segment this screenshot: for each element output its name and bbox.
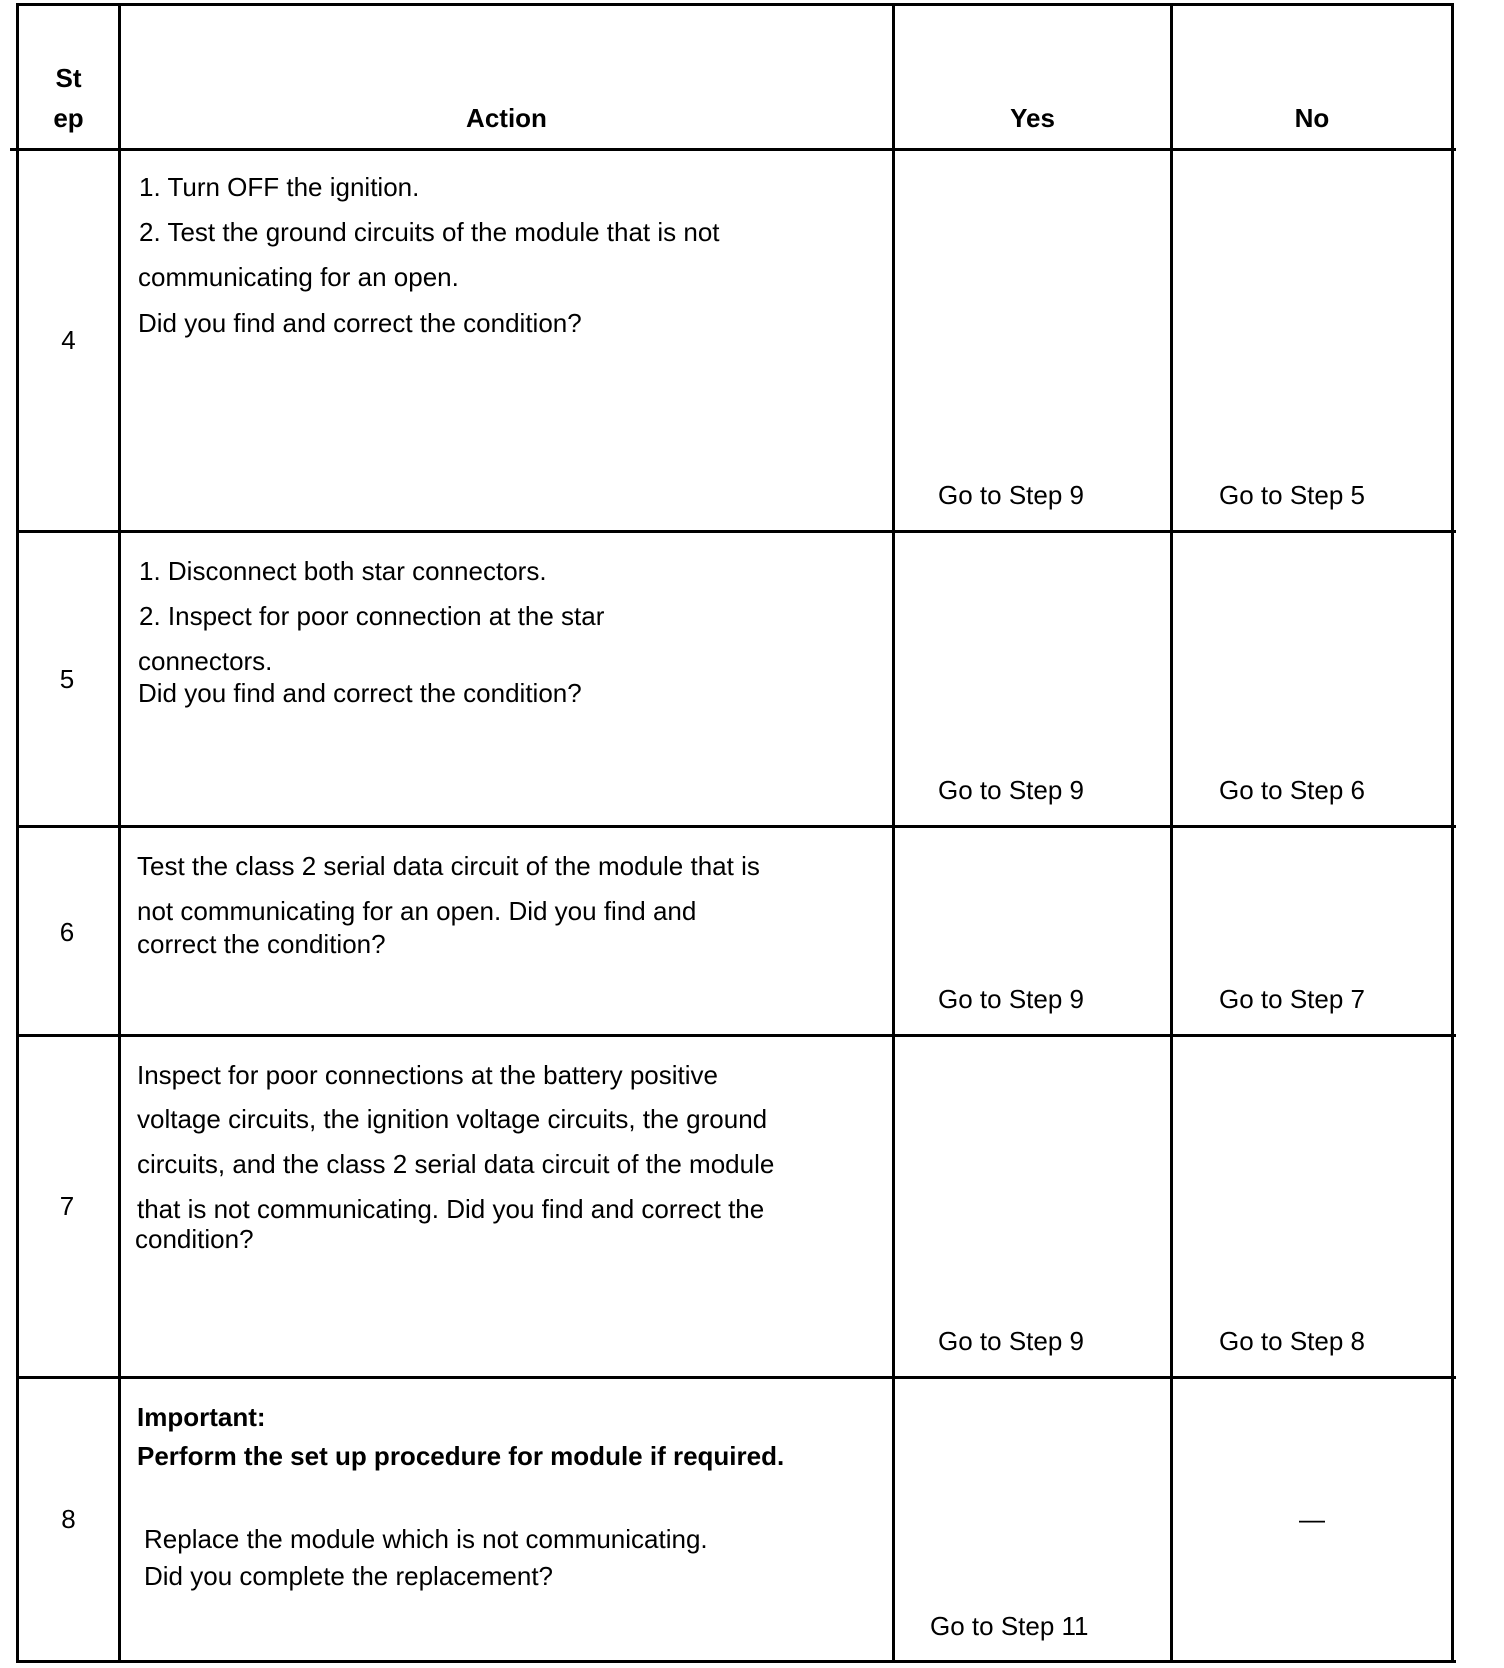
header-action: Action	[466, 103, 547, 133]
action-line: not communicating for an open. Did you find and	[137, 896, 697, 926]
yes-cell: Go to Step 11	[930, 1611, 1089, 1641]
step-number: 6	[59, 917, 75, 947]
action-line: 2. Inspect for poor connection at the star	[139, 601, 605, 631]
action-line: Replace the module which is not communicating.	[144, 1524, 708, 1554]
action-line: circuits, and the class 2 serial data circuit of the module	[137, 1149, 775, 1179]
yes-cell: Go to Step 9	[938, 1326, 1084, 1356]
step-number: 4	[61, 325, 76, 355]
action-line: voltage circuits, the ignition voltage circuits, the ground	[137, 1104, 768, 1134]
row-divider	[16, 1034, 1456, 1037]
header-divider	[10, 148, 1456, 151]
table-border-right	[1451, 3, 1454, 1663]
step-number: 5	[59, 664, 75, 694]
yes-cell: Go to Step 9	[938, 775, 1084, 805]
action-line: correct the condition?	[137, 929, 386, 959]
step-number: 8	[61, 1504, 76, 1534]
action-line: 1. Turn OFF the ignition.	[139, 172, 420, 202]
table-border-top	[16, 3, 1454, 6]
action-line: that is not communicating. Did you find and correct the	[137, 1194, 765, 1224]
row-divider	[16, 530, 1456, 533]
action-line: Test the class 2 serial data circuit of the module that is	[137, 851, 760, 881]
column-divider	[118, 3, 121, 1663]
row-divider	[16, 1376, 1456, 1379]
step-number: 7	[59, 1191, 75, 1221]
no-cell: —	[1299, 1504, 1325, 1534]
action-line: 2. Test the ground circuits of the module that is not	[139, 217, 720, 247]
important-text: Perform the set up procedure for module if required.	[137, 1441, 785, 1471]
action-line: Inspect for poor connections at the battery positive	[137, 1060, 719, 1090]
action-line: 1. Disconnect both star connectors.	[139, 556, 547, 586]
header-yes: Yes	[1010, 103, 1055, 133]
action-line: Did you find and correct the condition?	[138, 308, 582, 338]
action-line: condition?	[135, 1224, 254, 1254]
action-line: Did you complete the replacement?	[144, 1561, 554, 1591]
important-label: Important:	[137, 1402, 266, 1432]
no-cell: Go to Step 8	[1219, 1326, 1365, 1356]
table-border-left	[16, 3, 19, 1663]
yes-cell: Go to Step 9	[938, 984, 1084, 1014]
no-cell: Go to Step 7	[1219, 984, 1365, 1014]
header-step: St ep	[53, 63, 84, 133]
no-cell: Go to Step 5	[1219, 480, 1365, 510]
column-divider	[1170, 3, 1173, 1663]
action-line: connectors.	[138, 646, 273, 676]
table-border-bottom	[16, 1660, 1456, 1663]
header-no: No	[1294, 103, 1330, 133]
no-cell: Go to Step 6	[1219, 775, 1365, 805]
action-line: communicating for an open.	[138, 262, 459, 292]
yes-cell: Go to Step 9	[938, 480, 1084, 510]
column-divider	[892, 3, 895, 1663]
action-line: Did you find and correct the condition?	[138, 678, 582, 708]
row-divider	[16, 825, 1456, 828]
